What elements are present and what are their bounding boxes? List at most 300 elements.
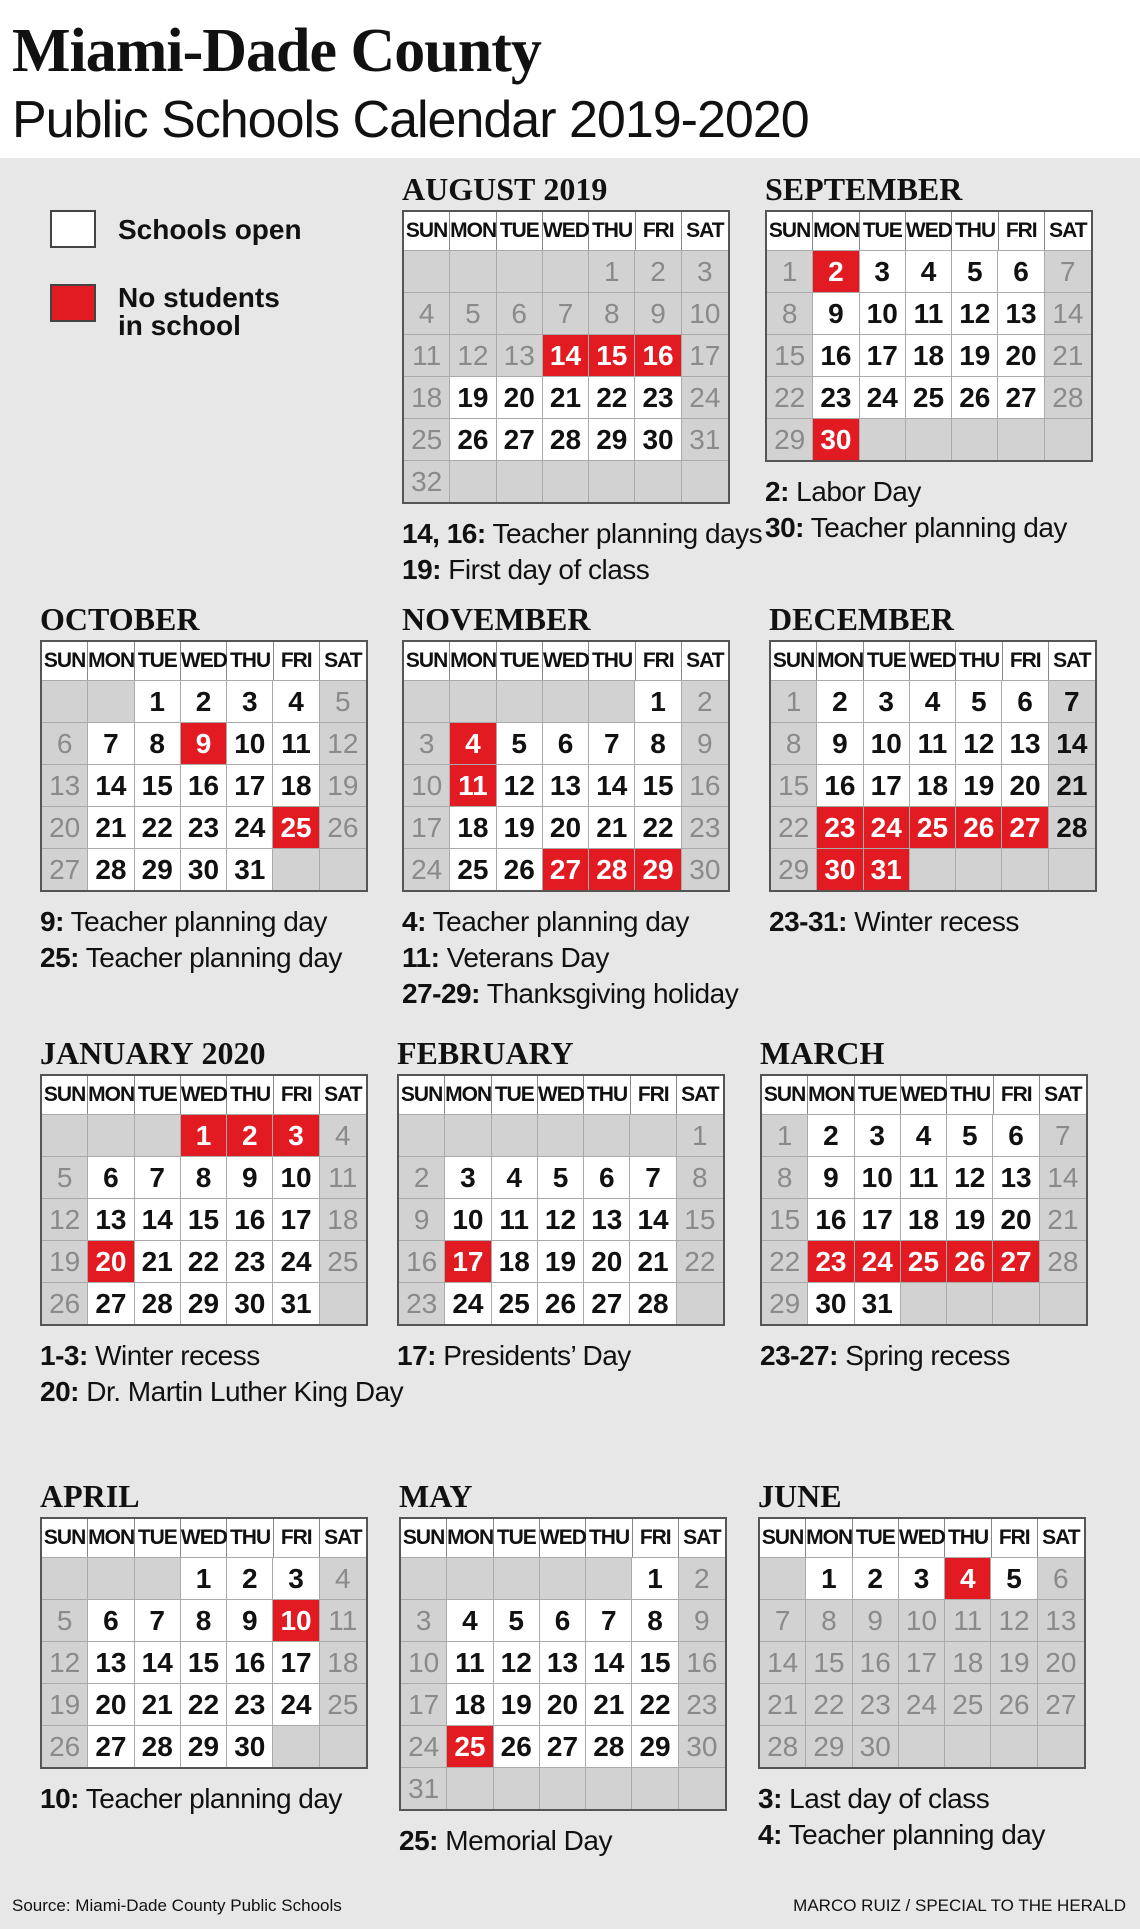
day-cell: 1 [762,1114,808,1156]
week-row [42,1198,366,1240]
day-cell: 23 [227,1240,273,1282]
day-cell: 24 [860,376,906,418]
day-cell: 12 [494,1641,540,1683]
week-row [771,680,1095,722]
day-cell: 17 [864,764,910,806]
empty-day-cell [320,1282,366,1324]
day-cell: 31 [273,1282,319,1324]
day-cell: 30 [227,1725,273,1767]
day-cell: 25 [447,1725,493,1767]
day-cell: 20 [1002,764,1048,806]
weekday-header: SUN [401,1519,447,1557]
month-grid [760,1074,1088,1326]
month-notes [760,1338,1088,1374]
legend-closed-label-1: No students [118,282,280,313]
day-cell: 3 [445,1156,491,1198]
day-cell: 16 [635,334,681,376]
week-row [399,1282,723,1324]
weekday-header: WED [543,642,590,680]
day-cell: 26 [494,1725,540,1767]
empty-day-cell [450,680,496,722]
weekday-header: SAT [1044,1083,1082,1106]
weekday-header: SUN [399,1076,445,1114]
empty-day-cell [630,1114,676,1156]
day-cell: 18 [320,1198,366,1240]
day-cell: 4 [320,1557,366,1599]
empty-day-cell [1002,848,1048,890]
weekday-header: SAT [681,1083,719,1106]
day-cell: 14 [1045,292,1091,334]
day-cell: 4 [273,680,319,722]
credit-note: MARCO RUIZ / SPECIAL TO THE HERALD [793,1896,1126,1915]
day-cell: 7 [135,1156,181,1198]
day-cell: 18 [447,1683,493,1725]
day-cell: 32 [404,460,450,502]
weekday-header: SUN [760,1519,806,1557]
weekday-header: THU [586,1519,632,1557]
day-cell: 6 [540,1599,586,1641]
month-name [399,1475,727,1517]
day-cell: 1 [181,1557,227,1599]
weekday-header: TUE [135,642,181,680]
empty-day-cell [1038,1725,1084,1767]
day-cell: 19 [956,764,1002,806]
day-cell: 27 [543,848,589,890]
day-cell: 1 [589,250,635,292]
day-cell: 6 [543,722,589,764]
month-september [765,168,1093,546]
note-dates: 3: [758,1783,782,1814]
empty-day-cell [632,1767,678,1809]
month-august [402,168,763,588]
day-cell: 9 [813,292,859,334]
weekday-header: THU [227,642,273,680]
month-name [769,598,1097,640]
day-cell: 29 [771,848,817,890]
month-notes [40,1781,368,1817]
weekday-header: MON [817,642,864,680]
week-row [399,1240,723,1282]
month-year: 2019 [543,171,608,207]
day-cell: 24 [404,848,450,890]
day-cell: 2 [399,1156,445,1198]
day-cell: 22 [635,806,681,848]
weekday-header-row [404,212,728,250]
day-cell: 19 [42,1683,88,1725]
week-row [762,1282,1086,1324]
day-cell: 18 [273,764,319,806]
weekday-header: WED [906,212,953,250]
day-cell: 16 [853,1641,899,1683]
month-june [758,1475,1086,1853]
week-row [771,722,1095,764]
empty-day-cell [540,1557,586,1599]
day-cell: 2 [679,1557,725,1599]
day-cell: 15 [677,1198,723,1240]
empty-day-cell [447,1557,493,1599]
week-row [42,1282,366,1324]
day-cell: 21 [1049,764,1095,806]
day-cell: 13 [584,1198,630,1240]
empty-day-cell [450,250,496,292]
empty-day-cell [910,848,956,890]
empty-day-cell [497,250,543,292]
day-cell: 11 [447,1641,493,1683]
week-row [401,1767,725,1809]
day-cell: 17 [227,764,273,806]
day-cell: 15 [806,1641,852,1683]
day-cell: 8 [771,722,817,764]
day-cell: 21 [760,1683,806,1725]
month-grid [397,1074,725,1326]
month-label: FEBRUARY [397,1035,574,1071]
day-cell: 3 [899,1557,945,1599]
empty-day-cell [682,460,728,502]
empty-day-cell [901,1282,947,1324]
day-cell: 24 [227,806,273,848]
day-cell: 12 [450,334,496,376]
day-cell: 2 [813,250,859,292]
month-notes [402,516,763,588]
weekday-header: FRI [999,212,1045,250]
day-cell: 30 [679,1725,725,1767]
day-cell: 10 [273,1599,319,1641]
day-cell: 27 [42,848,88,890]
day-cell: 17 [445,1240,491,1282]
day-cell: 3 [227,680,273,722]
day-cell: 11 [901,1156,947,1198]
week-row [42,1240,366,1282]
day-cell: 14 [630,1198,676,1240]
day-cell: 3 [855,1114,901,1156]
week-row [762,1240,1086,1282]
note-line [40,940,368,976]
day-cell: 28 [630,1282,676,1324]
note-line [758,1817,1086,1853]
weekday-header: FRI [633,1519,679,1557]
day-cell: 22 [589,376,635,418]
day-cell: 5 [538,1156,584,1198]
day-cell: 15 [181,1198,227,1240]
day-cell: 2 [853,1557,899,1599]
empty-day-cell [543,460,589,502]
empty-day-cell [88,680,134,722]
day-cell: 16 [227,1198,273,1240]
day-cell: 22 [677,1240,723,1282]
week-row [404,680,728,722]
day-cell: 15 [635,764,681,806]
note-line [40,1781,368,1817]
day-cell: 6 [1002,680,1048,722]
week-row [42,1725,366,1767]
month-label: DECEMBER [769,601,954,637]
note-text: Veterans Day [439,942,609,973]
day-cell: 2 [635,250,681,292]
month-notes [40,904,368,976]
day-cell: 18 [901,1198,947,1240]
day-cell: 4 [945,1557,991,1599]
day-cell: 23 [399,1282,445,1324]
empty-day-cell [450,460,496,502]
week-row [767,292,1091,334]
month-grid [765,210,1093,462]
day-cell: 7 [88,722,134,764]
day-cell: 7 [1045,250,1091,292]
day-cell: 28 [589,848,635,890]
day-cell: 17 [855,1198,901,1240]
weekday-header: SAT [1042,1526,1080,1549]
weekday-header: WED [181,1519,228,1557]
day-cell: 28 [135,1282,181,1324]
day-cell: 3 [401,1599,447,1641]
day-cell: 28 [1040,1240,1086,1282]
day-cell: 24 [899,1683,945,1725]
day-cell: 17 [899,1641,945,1683]
month-label: AUGUST [402,171,536,207]
day-cell: 13 [42,764,88,806]
weekday-header: WED [910,642,957,680]
day-cell: 9 [853,1599,899,1641]
note-dates: 23-31: [769,906,847,937]
day-cell: 30 [635,418,681,460]
day-cell: 15 [135,764,181,806]
month-grid [40,1074,368,1326]
day-cell: 13 [998,292,1044,334]
day-cell: 4 [492,1156,538,1198]
day-cell: 3 [860,250,906,292]
empty-day-cell [589,460,635,502]
day-cell: 19 [538,1240,584,1282]
month-label: NOVEMBER [402,601,591,637]
weekday-header: SUN [767,212,813,250]
month-notes [769,904,1097,940]
note-line [760,1338,1088,1374]
day-cell: 22 [762,1240,808,1282]
weekday-header: FRI [992,1519,1038,1557]
day-cell: 24 [273,1240,319,1282]
day-cell: 26 [497,848,543,890]
note-line [402,940,730,976]
day-cell: 16 [813,334,859,376]
day-cell: 28 [760,1725,806,1767]
day-cell: 13 [1002,722,1048,764]
day-cell: 28 [1049,806,1095,848]
day-cell: 16 [399,1240,445,1282]
weekday-header: SAT [686,219,724,242]
day-cell: 11 [906,292,952,334]
day-cell: 21 [630,1240,676,1282]
week-row [771,806,1095,848]
week-row [42,764,366,806]
empty-day-cell [899,1725,945,1767]
day-cell: 6 [88,1599,134,1641]
week-row [767,418,1091,460]
day-cell: 22 [771,806,817,848]
week-row [42,1599,366,1641]
day-cell: 23 [817,806,863,848]
day-cell: 14 [589,764,635,806]
day-cell: 13 [88,1641,134,1683]
weekday-header: FRI [636,642,682,680]
weekday-header: MON [450,212,497,250]
weekday-header: WED [181,642,228,680]
empty-day-cell [635,460,681,502]
day-cell: 5 [42,1156,88,1198]
week-row [404,460,728,502]
day-cell: 8 [762,1156,808,1198]
day-cell: 24 [445,1282,491,1324]
month-grid [399,1517,727,1811]
week-row [762,1114,1086,1156]
weekday-header: MON [88,1519,135,1557]
day-cell: 15 [762,1198,808,1240]
day-cell: 25 [910,806,956,848]
week-row [404,722,728,764]
day-cell: 9 [181,722,227,764]
note-dates: 30: [765,512,804,543]
empty-day-cell [991,1725,1037,1767]
day-cell: 14 [586,1641,632,1683]
day-cell: 22 [181,1240,227,1282]
week-row [404,376,728,418]
weekday-header: MON [447,1519,494,1557]
day-cell: 19 [450,376,496,418]
day-cell: 10 [227,722,273,764]
day-cell: 11 [450,764,496,806]
day-cell: 9 [399,1198,445,1240]
day-cell: 11 [945,1599,991,1641]
week-row [401,1641,725,1683]
note-line [769,904,1097,940]
month-notes [402,904,739,1012]
note-text: Teacher planning day [63,906,327,937]
source-note: Source: Miami-Dade County Public Schools [12,1896,342,1915]
note-text: Teacher planning day [78,1783,342,1814]
day-cell: 29 [635,848,681,890]
month-october [40,598,368,976]
day-cell: 7 [589,722,635,764]
day-cell: 12 [320,722,366,764]
month-name [397,1032,725,1074]
day-cell: 2 [227,1557,273,1599]
weekday-header: MON [445,1076,492,1114]
day-cell: 11 [492,1198,538,1240]
day-cell: 17 [273,1198,319,1240]
note-dates: 9: [40,906,64,937]
week-row [404,292,728,334]
day-cell: 14 [135,1641,181,1683]
day-cell: 10 [899,1599,945,1641]
day-cell: 13 [497,334,543,376]
week-row [404,250,728,292]
empty-day-cell [273,1725,319,1767]
week-row [760,1599,1084,1641]
note-text: Teacher planning day [781,1819,1045,1850]
day-cell: 31 [682,418,728,460]
note-text: Last day of class [781,1783,990,1814]
week-row [42,722,366,764]
day-cell: 7 [1049,680,1095,722]
week-row [42,1683,366,1725]
weekday-header: SAT [686,649,724,672]
weekday-header: THU [589,212,635,250]
day-cell: 4 [404,292,450,334]
legend [50,208,350,348]
day-cell: 29 [181,1725,227,1767]
note-line [765,474,1093,510]
empty-day-cell [492,1114,538,1156]
day-cell: 4 [447,1599,493,1641]
week-row [404,848,728,890]
day-cell: 20 [42,806,88,848]
day-cell: 14 [135,1198,181,1240]
day-cell: 27 [88,1282,134,1324]
legend-open-swatch [50,210,96,248]
note-line [399,1823,727,1859]
month-notes [399,1823,727,1859]
week-row [399,1198,723,1240]
day-cell: 6 [993,1114,1039,1156]
day-cell: 27 [88,1725,134,1767]
day-cell: 31 [401,1767,447,1809]
month-notes [765,474,1093,546]
day-cell: 7 [586,1599,632,1641]
day-cell: 31 [855,1282,901,1324]
note-dates: 2: [765,476,789,507]
day-cell: 20 [543,806,589,848]
weekday-header: FRI [636,212,682,250]
weekday-header: SUN [404,642,450,680]
weekday-header: THU [952,212,998,250]
empty-day-cell [401,1557,447,1599]
day-cell: 20 [88,1683,134,1725]
day-cell: 16 [227,1641,273,1683]
weekday-header-row [760,1519,1084,1557]
empty-day-cell [945,1725,991,1767]
empty-day-cell [586,1557,632,1599]
day-cell: 29 [135,848,181,890]
day-cell: 29 [181,1282,227,1324]
day-cell: 4 [320,1114,366,1156]
day-cell: 9 [227,1156,273,1198]
note-line [765,510,1093,546]
note-text: Spring recess [837,1340,1010,1371]
day-cell: 29 [762,1282,808,1324]
day-cell: 18 [945,1641,991,1683]
weekday-header: SUN [42,1076,88,1114]
empty-day-cell [589,680,635,722]
empty-day-cell [906,418,952,460]
weekday-header: WED [899,1519,946,1557]
day-cell: 8 [181,1599,227,1641]
weekday-header: SAT [1053,649,1091,672]
day-cell: 26 [956,806,1002,848]
empty-day-cell [677,1282,723,1324]
empty-day-cell [42,1114,88,1156]
day-cell: 8 [677,1156,723,1198]
week-row [767,376,1091,418]
month-march [760,1032,1088,1374]
month-grid [402,640,730,892]
day-cell: 2 [227,1114,273,1156]
legend-closed-swatch [50,284,96,322]
day-cell: 26 [450,418,496,460]
month-label: APRIL [40,1478,140,1514]
empty-day-cell [497,680,543,722]
weekday-header: TUE [853,1519,899,1557]
day-cell: 9 [817,722,863,764]
day-cell: 27 [584,1282,630,1324]
